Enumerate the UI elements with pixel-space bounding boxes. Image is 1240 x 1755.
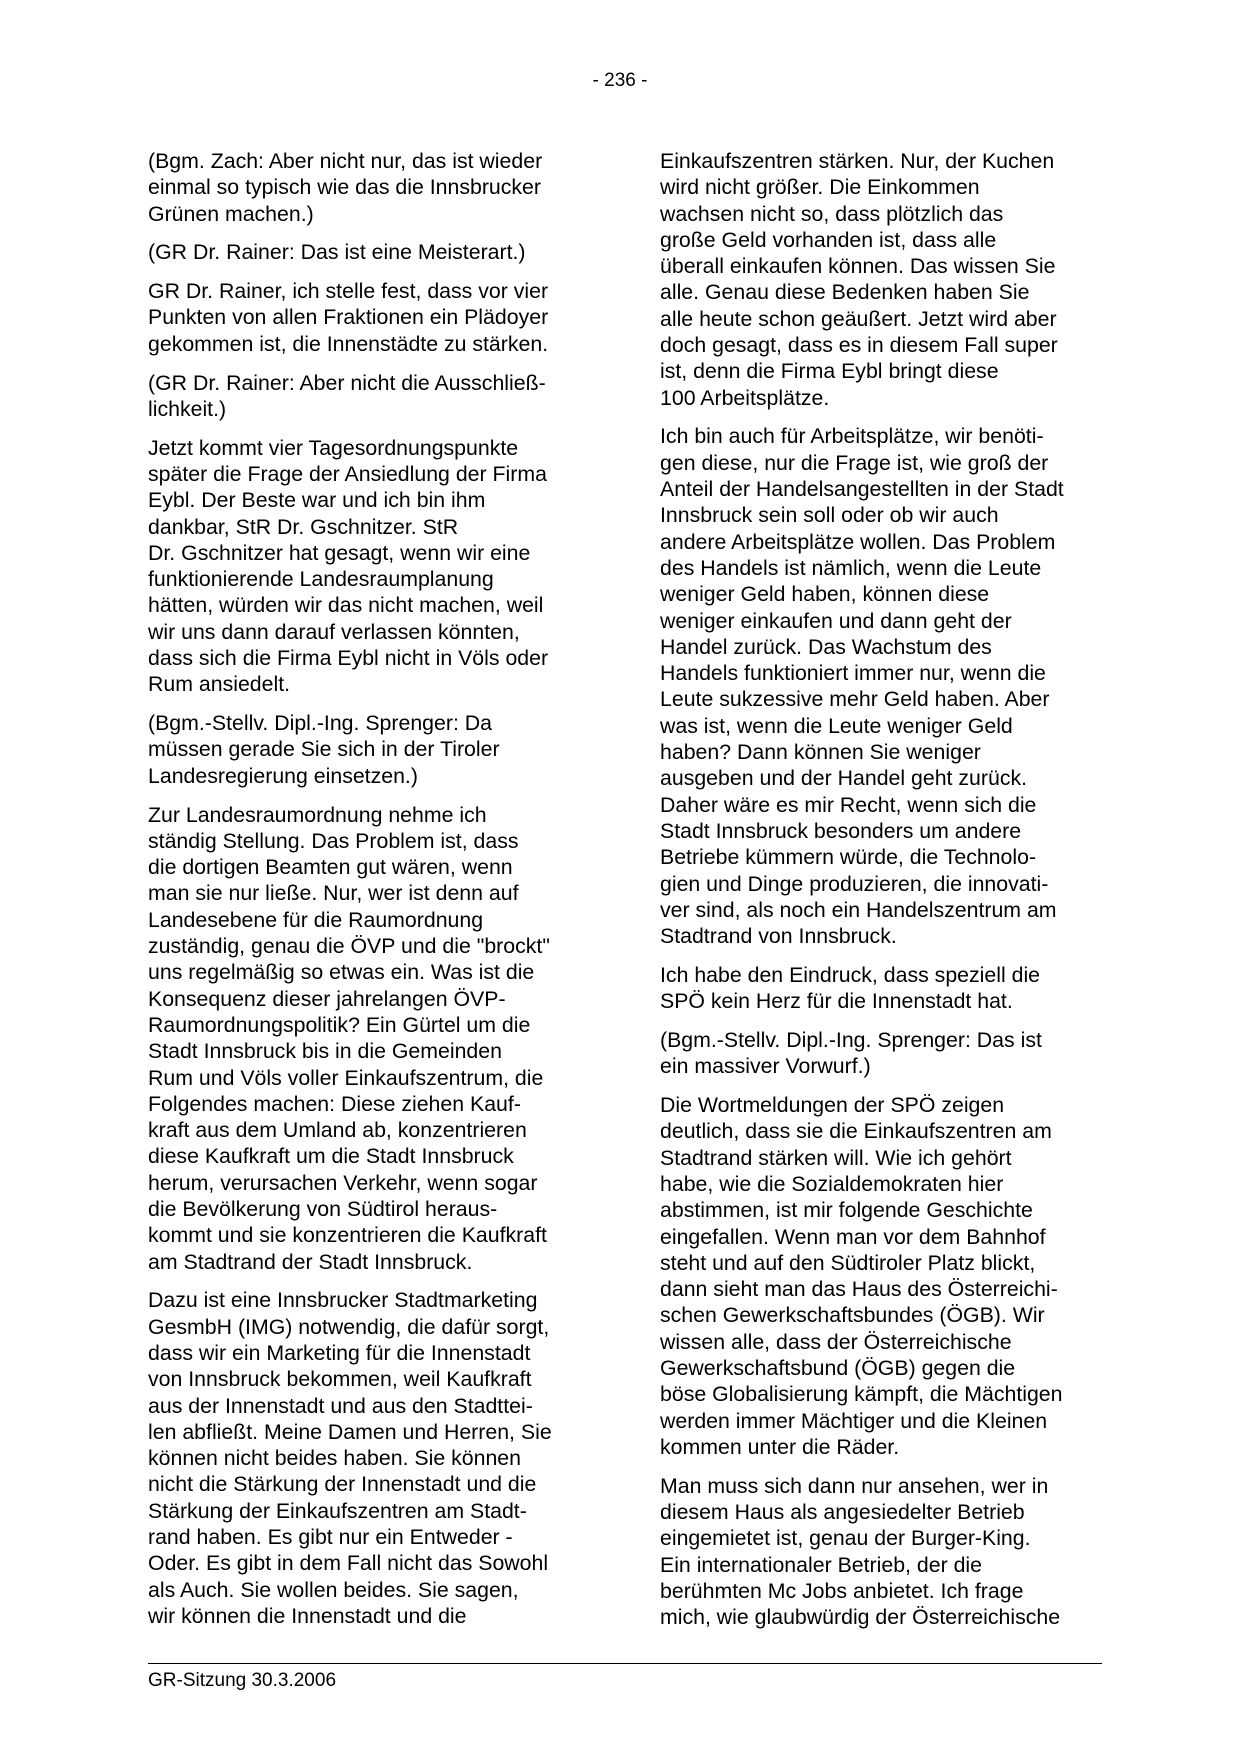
left-paragraph-6: (Bgm.-Stellv. Dipl.-Ing. Sprenger: Da müssen gerade Sie sich in der Tiroler Landesregierung einsetzen.) xyxy=(148,711,500,788)
right-column xyxy=(660,148,1105,1643)
footer-session-label: GR-Sitzung 30.3.2006 xyxy=(148,1670,337,1691)
left-paragraph-8: Dazu ist eine Innsbrucker Stadtmarketing GesmbH (IMG) notwendig, die dafür sorgt, dass wir ein Marketing für die Innenstadt von Innsbruck bekommen, weil Kaufkraft aus der Innenstadt und aus den Stadttei- len abfließt. Meine Damen und Herren, Sie können nicht beides haben. Sie können nicht die Stärkung der Innenstadt und die Stärkung der Einkaufszentren am Stadt- rand haben. Es gibt nur ein Entweder - Oder. Es gibt in dem Fall nicht das Sowohl als Auch. Sie wollen beides. Sie sagen, wir können die Innenstadt und die xyxy=(148,1288,552,1628)
left-paragraph-7: Zur Landesraumordnung nehme ich ständig Stellung. Das Problem ist, dass die dortigen Beamten gut wären, wenn man sie nur ließe. Nur, wer ist denn auf Landesebene für die Raumordnung zuständig, genau die ÖVP und die "brockt" uns regelmäßig so etwas ein. Was ist die Konsequenz dieser jahrelangen ÖVP- Raumordnungspolitik? Ein Gürtel um die Stadt Innsbruck bis in die Gemeinden Rum und Völs voller Einkaufszentrum, die Folgendes machen: Diese ziehen Kauf- kraft aus dem Umland ab, konzentrieren diese Kaufkraft um die Stadt Innsbruck herum, verursachen Verkehr, wenn sogar die Bevölkerung von Südtirol heraus- kommt und sie konzentrieren die Kaufkraft am Stadtrand der Stadt Innsbruck. xyxy=(148,802,550,1274)
page-number: - 236 - xyxy=(592,70,648,91)
right-paragraph-4: (Bgm.-Stellv. Dipl.-Ing. Sprenger: Das ist ein massiver Vorwurf.) xyxy=(660,1028,1042,1079)
right-paragraph-5: Die Wortmeldungen der SPÖ zeigen deutlich, dass sie die Einkaufszentren am Stadtrand stärken will. Wie ich gehört habe, wie die Sozialdemokraten hier abstimmen, ist mir folgende Geschichte eingefallen. Wenn man vor dem Bahnhof steht und auf den Südtiroler Platz blickt, dann sieht man das Haus des Österreichi- schen Gewerkschaftsbundes (ÖGB). Wir wissen alle, dass der Österreichische Gewerkschaftsbund (ÖGB) gegen die böse Globalisierung kämpft, die Mächtigen werden immer Mächtiger und die Kleinen kommen unter die Räder. xyxy=(660,1093,1063,1459)
right-paragraph-6: Man muss sich dann nur ansehen, wer in diesem Haus als angesiedelter Betrieb eingemietet ist, genau der Burger-King. Ein internationaler Betrieb, der die berühmten Mc Jobs anbietet. Ich frage mich, wie glaubwürdig der Österreichische xyxy=(660,1473,1061,1630)
left-paragraph-1: (Bgm. Zach: Aber nicht nur, das ist wieder einmal so typisch wie das die Innsbrucker Grünen machen.) xyxy=(148,149,543,226)
right-paragraph-2: Ich bin auch für Arbeitsplätze, wir benöti- gen diese, nur die Frage ist, wie groß der Anteil der Handelsangestellten in der Stadt Innsbruck sein soll oder ob wir auch andere Arbeitsplätze wollen. Das Problem des Handels ist nämlich, wenn die Leute weniger Geld haben, können diese weniger einkaufen und dann geht der Handel zurück. Das Wachstum des Handels funktioniert immer nur, wenn die Leute sukzessive mehr Geld haben. Aber was ist, wenn die Leute weniger Geld haben? Dann können Sie weniger ausgeben und der Handel geht zurück. Daher wäre es mir Recht, wenn sich die Stadt Innsbruck besonders um andere Betriebe kümmern würde, die Technolo- gien und Dinge produzieren, die innovati- ver sind, als noch ein Handelszentrum am Stadtrand von Innsbruck. xyxy=(660,424,1064,949)
right-paragraph-1: Einkaufszentren stärken. Nur, der Kuchen wird nicht größer. Die Einkommen wachsen nicht so, dass plötzlich das große Geld vorhanden ist, dass alle überall einkaufen können. Das wissen Sie alle. Genau diese Bedenken haben Sie alle heute schon geäußert. Jetzt wird aber doch gesagt, dass es in diesem Fall super ist, denn die Firma Eybl bringt diese 100 Arbeitsplätze. xyxy=(660,149,1058,410)
left-column xyxy=(148,148,593,1642)
left-paragraph-3: GR Dr. Rainer, ich stelle fest, dass vor vier Punkten von allen Fraktionen ein Plädoyer gekommen ist, die Innenstädte zu stärken. xyxy=(148,279,549,356)
right-paragraph-3: Ich habe den Eindruck, dass speziell die SPÖ kein Herz für die Innenstadt hat. xyxy=(660,962,1041,1014)
footer-divider xyxy=(148,1663,1102,1664)
left-paragraph-4: (GR Dr. Rainer: Aber nicht die Ausschließ- lichkeit.) xyxy=(148,370,546,421)
left-paragraph-5: Jetzt kommt vier Tagesordnungspunkte später die Frage der Ansiedlung der Firma Eybl. Der Beste war und ich bin ihm dankbar, StR Dr. Gschnitzer. StR Dr. Gschnitzer hat gesagt, wenn wir eine funktionierende Landesraumplanung hätten, würden wir das nicht machen, weil wir uns dann darauf verlassen könnten, dass sich die Firma Eybl nicht in Völs oder Rum ansiedelt. xyxy=(148,435,549,697)
left-paragraph-2: (GR Dr. Rainer: Das ist eine Meisterart.) xyxy=(148,240,526,265)
